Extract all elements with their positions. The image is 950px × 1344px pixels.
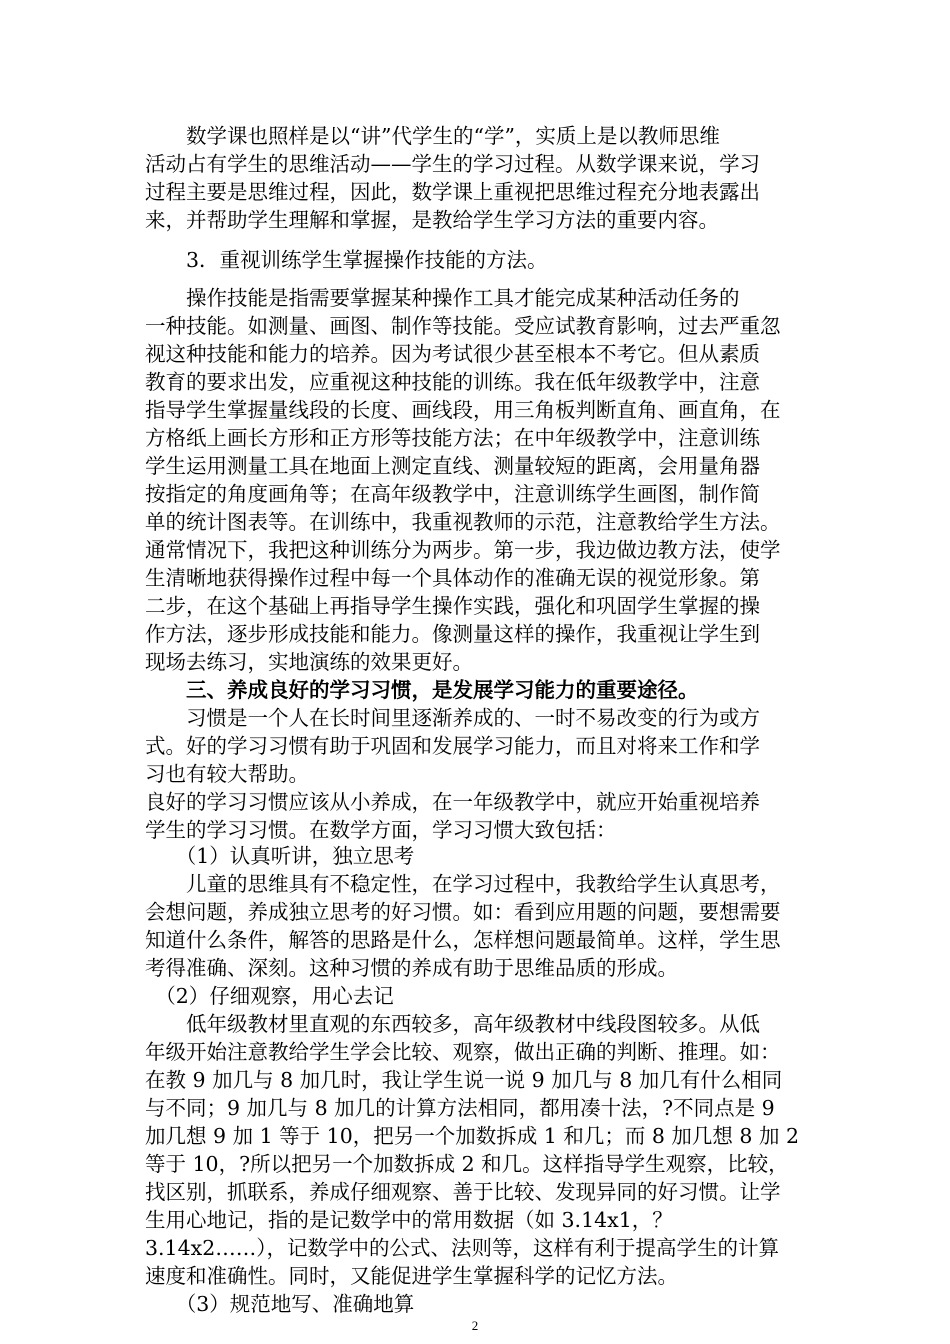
text-line: 学生的学习习惯。在数学方面，学习习惯大致包括：	[145, 818, 617, 842]
text-line: 来，并帮助学生理解和掌握，是教给学生学习方法的重要内容。	[145, 208, 719, 232]
text-line: 作方法，逐步形成技能和能力。像测量这样的操作，我重视让学生到	[145, 622, 760, 646]
section-heading: 三、养成良好的学习习惯，是发展学习能力的重要途径。	[145, 678, 699, 702]
text-line: 会想问题，养成独立思考的好习惯。如：看到应用题的问题，要想需要	[145, 900, 781, 924]
text-line: 知道什么条件，解答的思路是什么，怎样想问题最简单。这样，学生思	[145, 928, 781, 952]
text-line: 式。好的学习习惯有助于巩固和发展学习能力，而且对将来工作和学	[145, 734, 760, 758]
text-line: 二步，在这个基础上再指导学生操作实践，强化和巩固学生掌握的操	[145, 594, 760, 618]
text-line: 儿童的思维具有不稳定性，在学习过程中，我教给学生认真思考，	[145, 872, 781, 896]
text-line: （2）仔细观察，用心去记	[145, 984, 394, 1008]
text-line: 操作技能是指需要掌握某种操作工具才能完成某种活动任务的	[145, 286, 740, 310]
text-line: 习也有较大帮助。	[145, 762, 309, 786]
text-line: 找区别，抓联系，养成仔细观察、善于比较、发现异同的好习惯。让学	[145, 1180, 781, 1204]
text-line: 在教 9 加几与 8 加几时，我让学生说一说 9 加几与 8 加几有什么相同	[145, 1068, 783, 1092]
text-line: 现场去练习，实地演练的效果更好。	[145, 650, 473, 674]
text-line: 等于 10，?所以把另一个加数拆成 2 和几。这样指导学生观察，比较，	[145, 1152, 789, 1176]
text-line: 生用心地记，指的是记数学中的常用数据（如 3.14x1，？	[145, 1208, 673, 1232]
text-line: 通常情况下，我把这种训练分为两步。第一步，我边做边教方法，使学	[145, 538, 781, 562]
text-line: 生清晰地获得操作过程中每一个具体动作的准确无误的视觉形象。第	[145, 566, 760, 590]
text-line: 低年级教材里直观的东西较多，高年级教材中线段图较多。从低	[145, 1012, 760, 1036]
text-line: 视这种技能和能力的培养。因为考试很少甚至根本不考它。但从素质	[145, 342, 760, 366]
text-line: 活动占有学生的思维活动——学生的学习过程。从数学课来说，学习	[145, 152, 760, 176]
text-line: 年级开始注意教给学生学会比较、观察，做出正确的判断、推理。如：	[145, 1040, 781, 1064]
text-line: 单的统计图表等。在训练中，我重视教师的示范，注意教给学生方法。	[145, 510, 781, 534]
text-line: 加几想 9 加 1 等于 10，把另一个加数拆成 1 和几；而 8 加几想 8 加 2	[145, 1124, 800, 1148]
text-line: 数学课也照样是以“讲”代学生的“学”，实质上是以教师思维	[145, 124, 720, 148]
text-line: 学生运用测量工具在地面上测定直线、测量较短的距离，会用量角器	[145, 454, 760, 478]
text-line: 指导学生掌握量线段的长度、画线段，用三角板判断直角、画直角，在	[145, 398, 781, 422]
text-line: 过程主要是思维过程，因此，数学课上重视把思维过程充分地表露出	[145, 180, 760, 204]
text-line: （1）认真听讲，独立思考	[145, 844, 415, 868]
text-line: 与不同；9 加几与 8 加几的计算方法相同，都用凑十法，?不同点是 9	[145, 1096, 775, 1120]
text-line: 一种技能。如测量、画图、制作等技能。受应试教育影响，过去严重忽	[145, 314, 781, 338]
text-line: 方格纸上画长方形和正方形等技能方法；在中年级教学中，注意训练	[145, 426, 760, 450]
text-line: （3）规范地写、准确地算	[145, 1292, 415, 1316]
text-line: 习惯是一个人在长时间里逐渐养成的、一时不易改变的行为或方	[145, 706, 760, 730]
text-line: 考得准确、深刻。这种习惯的养成有助于思维品质的形成。	[145, 956, 678, 980]
text-line: 按指定的角度画角等；在高年级教学中，注意训练学生画图，制作简	[145, 482, 760, 506]
text-line: 速度和准确性。同时，又能促进学生掌握科学的记忆方法。	[145, 1264, 678, 1288]
text-line: 3．重视训练学生掌握操作技能的方法。	[145, 248, 548, 272]
text-line: 良好的学习习惯应该从小养成，在一年级教学中，就应开始重视培养	[145, 790, 760, 814]
text-line: 教育的要求出发，应重视这种技能的训练。我在低年级教学中，注意	[145, 370, 760, 394]
page-number: 2	[471, 1318, 479, 1333]
text-line: 3.14x2……），记数学中的公式、法则等，这样有利于提高学生的计算	[145, 1236, 779, 1260]
